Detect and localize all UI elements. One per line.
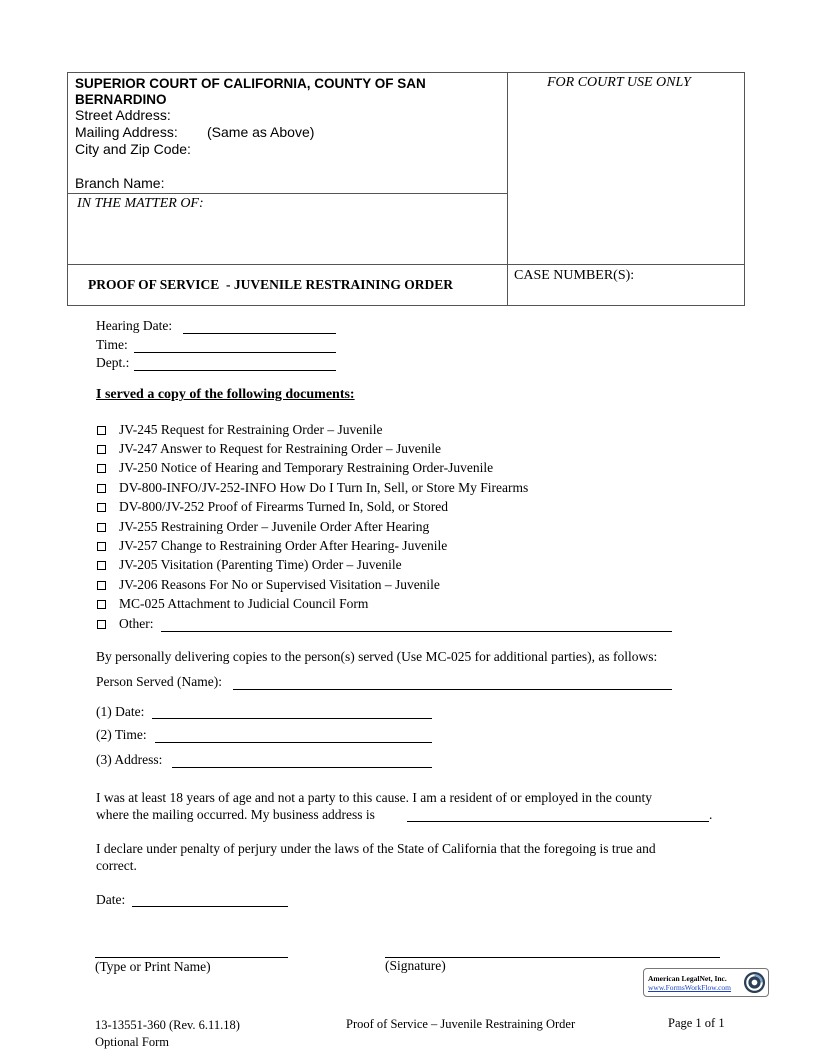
statement-line-2: where the mailing occurred. My business address is xyxy=(96,807,375,822)
declaration-line-2: correct. xyxy=(96,858,137,873)
declaration-date-label: Date: xyxy=(96,892,126,907)
hearing-date-field[interactable] xyxy=(183,333,336,334)
document-item-other: Other: xyxy=(119,616,154,631)
document-item: JV-255 Restraining Order – Juvenile Order After Hearing xyxy=(119,519,430,534)
checkbox-dv800[interactable] xyxy=(97,503,106,512)
checkbox-jv247[interactable] xyxy=(97,445,106,454)
checkbox-jv255[interactable] xyxy=(97,523,106,532)
hearing-dept-field[interactable] xyxy=(134,370,336,371)
service-time-field[interactable] xyxy=(155,742,432,743)
checkbox-mc025[interactable] xyxy=(97,600,106,609)
service-address-label: (3) Address: xyxy=(96,752,163,767)
court-name: SUPERIOR COURT OF CALIFORNIA, COUNTY OF SAN BERNARDINO xyxy=(75,76,426,107)
badge-company: American LegalNet, Inc. xyxy=(648,974,727,983)
declaration-date-field[interactable] xyxy=(132,906,288,907)
service-date-label: (1) Date: xyxy=(96,704,145,719)
document-item: MC-025 Attachment to Judicial Council Form xyxy=(119,596,369,611)
documents-heading: I served a copy of the following documents: xyxy=(96,387,355,402)
document-item: JV-247 Answer to Request for Restraining Order – Juvenile xyxy=(119,441,441,456)
footer-title: Proof of Service – Juvenile Restraining Order xyxy=(346,1017,576,1031)
business-address-field[interactable] xyxy=(407,821,709,822)
document-item: DV-800-INFO/JV-252-INFO How Do I Turn In, Sell, or Store My Firearms xyxy=(119,480,529,495)
hearing-time-label: Time: xyxy=(96,337,128,352)
hearing-date-label: Hearing Date: xyxy=(96,318,173,333)
footer-optional: Optional Form xyxy=(95,1035,169,1049)
document-item: JV-257 Change to Restraining Order After Hearing- Juvenile xyxy=(119,538,448,553)
statement-period: . xyxy=(709,807,713,822)
street-address-label: Street Address: xyxy=(75,107,171,123)
checkbox-jv206[interactable] xyxy=(97,581,106,590)
form-title: PROOF OF SERVICE - JUVENILE RESTRAINING ORDER xyxy=(88,277,453,292)
document-item: DV-800/JV-252 Proof of Firearms Turned In, Sold, or Stored xyxy=(119,499,449,514)
checkbox-jv257[interactable] xyxy=(97,542,106,551)
case-number-label: CASE NUMBER(S): xyxy=(514,268,635,283)
document-item: JV-205 Visitation (Parenting Time) Order – Juvenile xyxy=(119,557,402,572)
signature-label: (Signature) xyxy=(385,958,446,973)
other-field[interactable] xyxy=(161,631,672,632)
caption-divider-matter xyxy=(68,193,508,194)
document-item: JV-250 Notice of Hearing and Temporary Restraining Order-Juvenile xyxy=(119,460,494,475)
branch-name-label: Branch Name: xyxy=(75,175,165,191)
statement-line-1: I was at least 18 years of age and not a party to this cause. I am a resident of or employed in the county xyxy=(96,790,652,805)
hearing-time-field[interactable] xyxy=(134,352,336,353)
court-use-label: FOR COURT USE ONLY xyxy=(547,75,691,90)
footer-page: Page 1 of 1 xyxy=(668,1016,725,1030)
checkbox-dv800-info[interactable] xyxy=(97,484,106,493)
checkbox-jv250[interactable] xyxy=(97,464,106,473)
hearing-dept-label: Dept.: xyxy=(96,355,130,370)
checkbox-jv205[interactable] xyxy=(97,561,106,570)
service-time-label: (2) Time: xyxy=(96,727,147,742)
caption-divider-vertical xyxy=(507,73,508,306)
caption-divider-title xyxy=(68,264,745,265)
city-zip-label: City and Zip Code: xyxy=(75,141,191,157)
person-served-label: Person Served (Name): xyxy=(96,674,222,689)
caption-box xyxy=(67,72,745,306)
checkbox-jv245[interactable] xyxy=(97,426,106,435)
mailing-address-label: Mailing Address: xyxy=(75,124,178,140)
print-name-field[interactable] xyxy=(95,957,288,958)
legalnet-badge[interactable] xyxy=(643,968,769,997)
matter-label: IN THE MATTER OF: xyxy=(77,196,204,211)
declaration-line-1: I declare under penalty of perjury under the laws of the State of California that the foregoing is true and xyxy=(96,841,656,856)
person-served-field[interactable] xyxy=(233,689,672,690)
service-address-field[interactable] xyxy=(172,767,432,768)
badge-logo-icon xyxy=(743,971,766,994)
footer-form-number: 13-13551-360 (Rev. 6.11.18) xyxy=(95,1018,240,1032)
mailing-address-value: (Same as Above) xyxy=(207,124,315,140)
document-item: JV-245 Request for Restraining Order – Juvenile xyxy=(119,422,383,437)
service-date-field[interactable] xyxy=(152,718,432,719)
checkbox-other[interactable] xyxy=(97,620,106,629)
delivery-text: By personally delivering copies to the person(s) served (Use MC-025 for additional parties), as follows: xyxy=(96,649,658,664)
print-name-label: (Type or Print Name) xyxy=(95,959,211,974)
document-item: JV-206 Reasons For No or Supervised Visitation – Juvenile xyxy=(119,577,440,592)
badge-url[interactable]: www.FormsWorkFlow.com xyxy=(648,983,732,992)
